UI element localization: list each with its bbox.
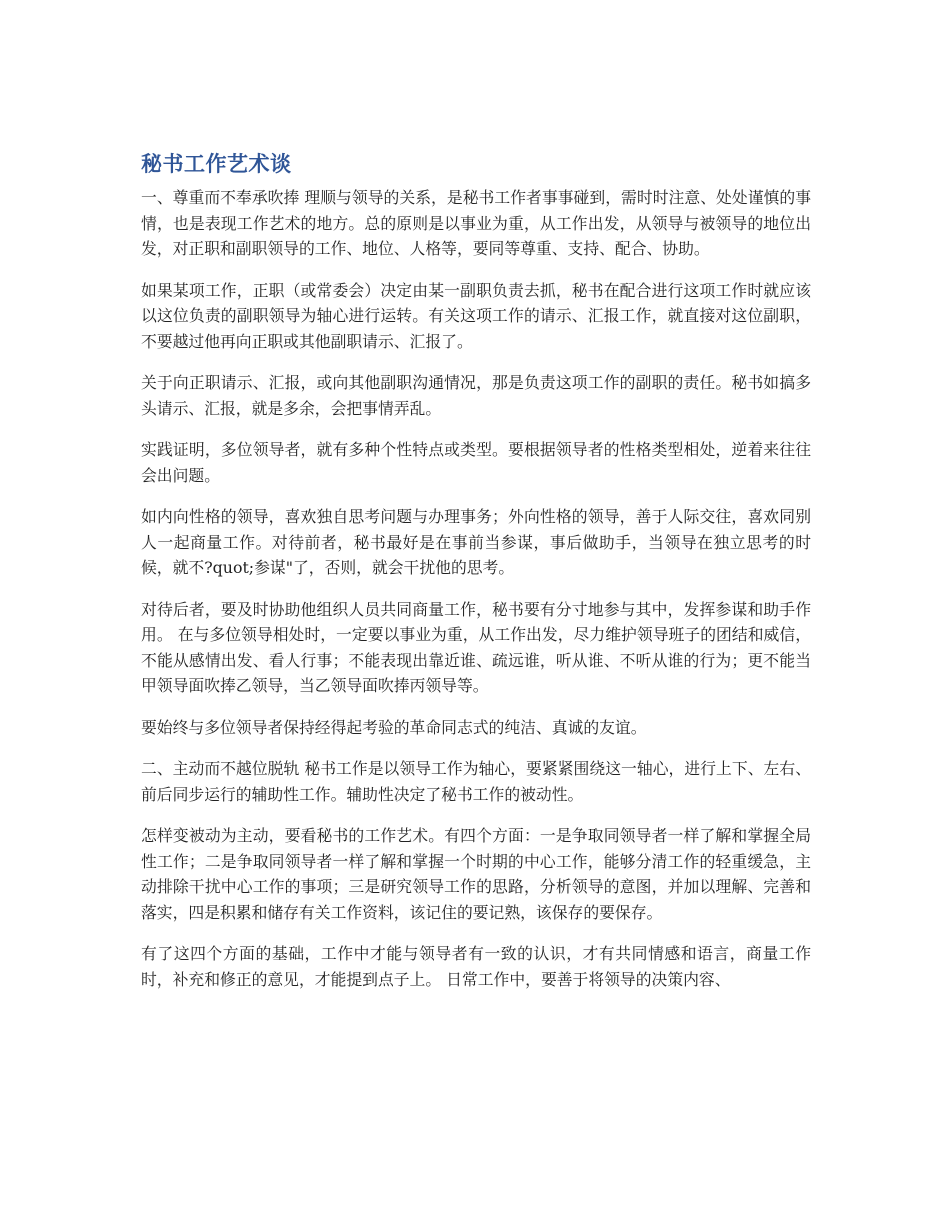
- document-title: 秘书工作艺术谈: [141, 152, 292, 176]
- paragraph: 如果某项工作，正职（或常委会）决定由某一副职负责去抓，秘书在配合进行这项工作时就应该以这位负责的副职领导为轴心进行运转。有关这项工作的请示、汇报工作，就直接对这位副职，不要越过他再向正职或其他副职请示、汇报了。: [141, 280, 811, 351]
- paragraph: 对待后者，要及时协助他组织人员共同商量工作，秘书要有分寸地参与其中，发挥参谋和助手作用。 在与多位领导相处时，一定要以事业为重，从工作出发，尽力维护领导班子的团结和威信，不能从感情出发、看人行事；不能表现出靠近谁、疏远谁，听从谁、不听从谁的行为；更不能当甲领导面吹捧乙领导，当乙领导面吹捧丙领导等。: [141, 599, 811, 695]
- paragraph: 关于向正职请示、汇报，或向其他副职沟通情况，那是负责这项工作的副职的责任。秘书如搞多头请示、汇报，就是多余，会把事情弄乱。: [141, 373, 811, 418]
- paragraph: 怎样变被动为主动，要看秘书的工作艺术。有四个方面：一是争取同领导者一样了解和掌握全局性工作；二是争取同领导者一样了解和掌握一个时期的中心工作，能够分清工作的轻重缓急，主动排除干扰中心工作的事项；三是研究领导工作的思路，分析领导的意图，并加以理解、完善和落实，四是积累和储存有关工作资料，该记住的要记熟，该保存的要保存。: [141, 826, 811, 922]
- paragraph: 一、尊重而不奉承吹捧 理顺与领导的关系，是秘书工作者事事碰到，需时时注意、处处谨慎的事情，也是表现工作艺术的地方。总的原则是以事业为重，从工作出发，从领导与被领导的地位出发，对正职和副职领导的工作、地位、人格等，要同等尊重、支持、配合、协助。: [141, 188, 811, 258]
- paragraph: 要始终与多位领导者保持经得起考验的革命同志式的纯洁、真诚的友谊。: [141, 717, 647, 737]
- paragraph: 有了这四个方面的基础，工作中才能与领导者有一致的认识，才有共同情感和语言，商量工作时，补充和修正的意见，才能提到点子上。 日常工作中，要善于将领导的决策内容、: [141, 944, 811, 989]
- document-body: [141, 147, 811, 1008]
- paragraph: 如内向性格的领导，喜欢独自思考问题与办理事务；外向性格的领导，善于人际交往，喜欢同别人一起商量工作。对待前者，秘书最好是在事前当参谋，事后做助手，当领导在独立思考的时候，就不?quot;参谋"了，否则，就会干扰他的思考。: [141, 507, 811, 577]
- paragraph: 实践证明，多位领导者，就有多种个性特点或类型。要根据领导者的性格类型相处，逆着来往往会出问题。: [141, 440, 811, 485]
- paragraph: 二、主动而不越位脱轨 秘书工作是以领导工作为轴心，要紧紧围绕这一轴心，进行上下、左右、前后同步运行的辅助性工作。辅助性决定了秘书工作的被动性。: [141, 759, 811, 804]
